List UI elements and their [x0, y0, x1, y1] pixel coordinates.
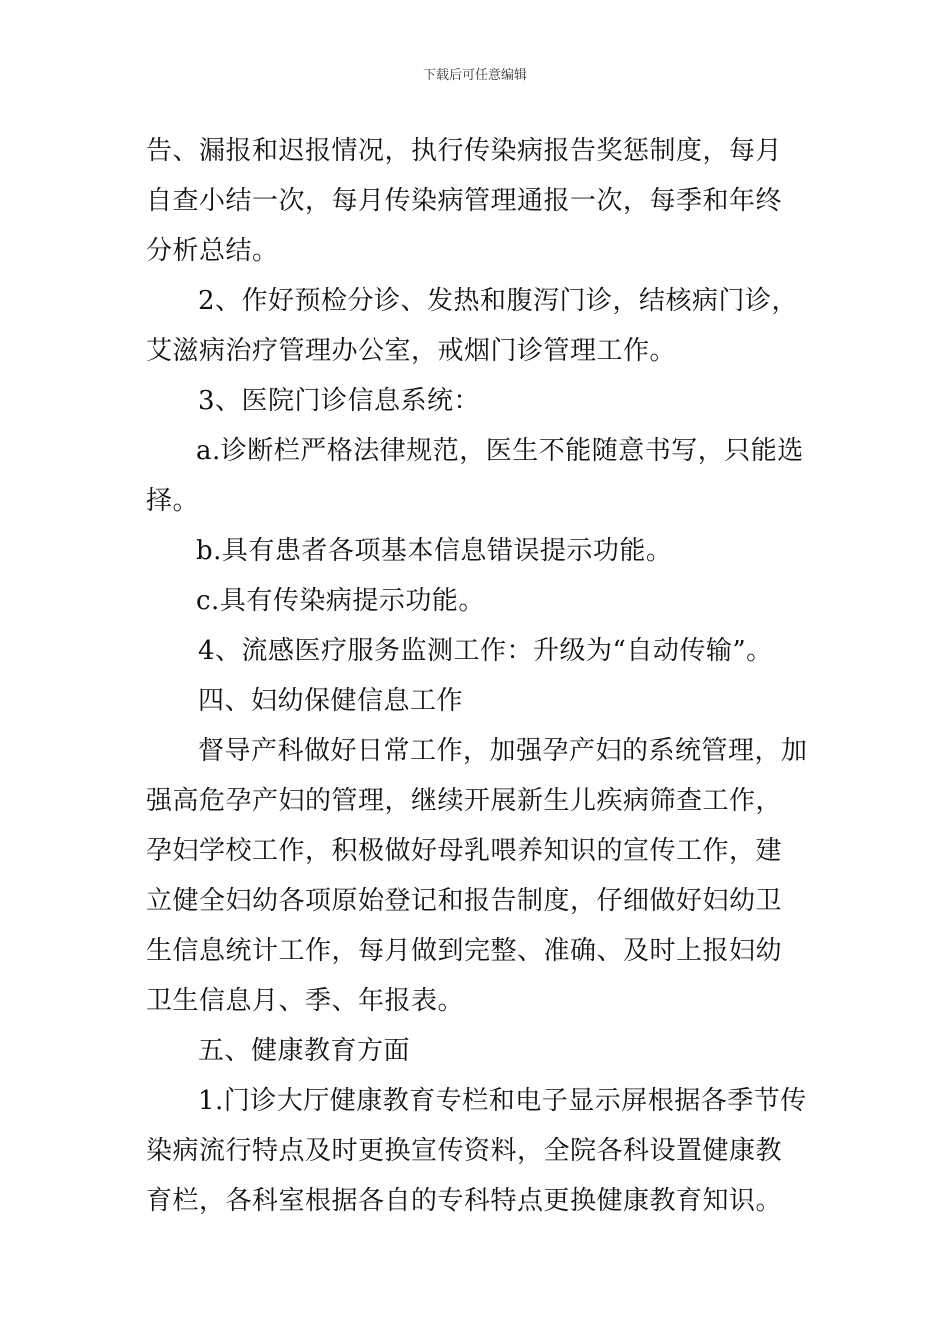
section-heading-maternal-child: 四、妇幼保健信息工作 [198, 686, 464, 716]
section-heading-health-education: 五、健康教育方面 [198, 1036, 411, 1066]
document-body [146, 126, 808, 1226]
page-header: 下载后可任意编辑 [422, 68, 527, 83]
paragraph-item-4-flu-monitoring: 4、流感医疗服务监测工作：升级为“自动传输”。 [198, 636, 773, 666]
paragraph-item-3-outpatient-system: 3、医院门诊信息系统： [198, 386, 481, 416]
paragraph-health-education-item-1: 1.门诊大厅健康教育专栏和电子显示屏根据各季节传染病流行特点及时更换宣传资料，全院各科设置健康教育栏，各科室根据各自的专科特点更换健康教育知识。 [146, 1086, 807, 1216]
paragraph-item-c-infectious-alert: c.具有传染病提示功能。 [196, 586, 485, 616]
paragraph-reporting-continuation: 告、漏报和迟报情况，执行传染病报告奖惩制度，每月自查小结一次，每月传染病管理通报一次，每季和年终分析总结。 [146, 136, 783, 266]
paragraph-item-b-patient-info: b.具有患者各项基本信息错误提示功能。 [196, 536, 673, 566]
paragraph-item-a-diagnosis: a.诊断栏严格法律规范，医生不能随意书写，只能选择。 [146, 436, 804, 516]
paragraph-maternal-child-work: 督导产科做好日常工作，加强孕产妇的系统管理，加强高危孕产妇的管理，继续开展新生儿疾病筛查工作，孕妇学校工作，积极做好母乳喂养知识的宣传工作，建立健全妇幼各项原始登记和报告制度，仔细做好妇幼卫生信息统计工作，每月做到完整、准确、及时上报妇幼卫生信息月、季、年报表。 [146, 736, 808, 1016]
paragraph-item-2-triage: 2、作好预检分诊、发热和腹泻门诊，结核病门诊，艾滋病治疗管理办公室，戒烟门诊管理工作。 [146, 286, 799, 366]
